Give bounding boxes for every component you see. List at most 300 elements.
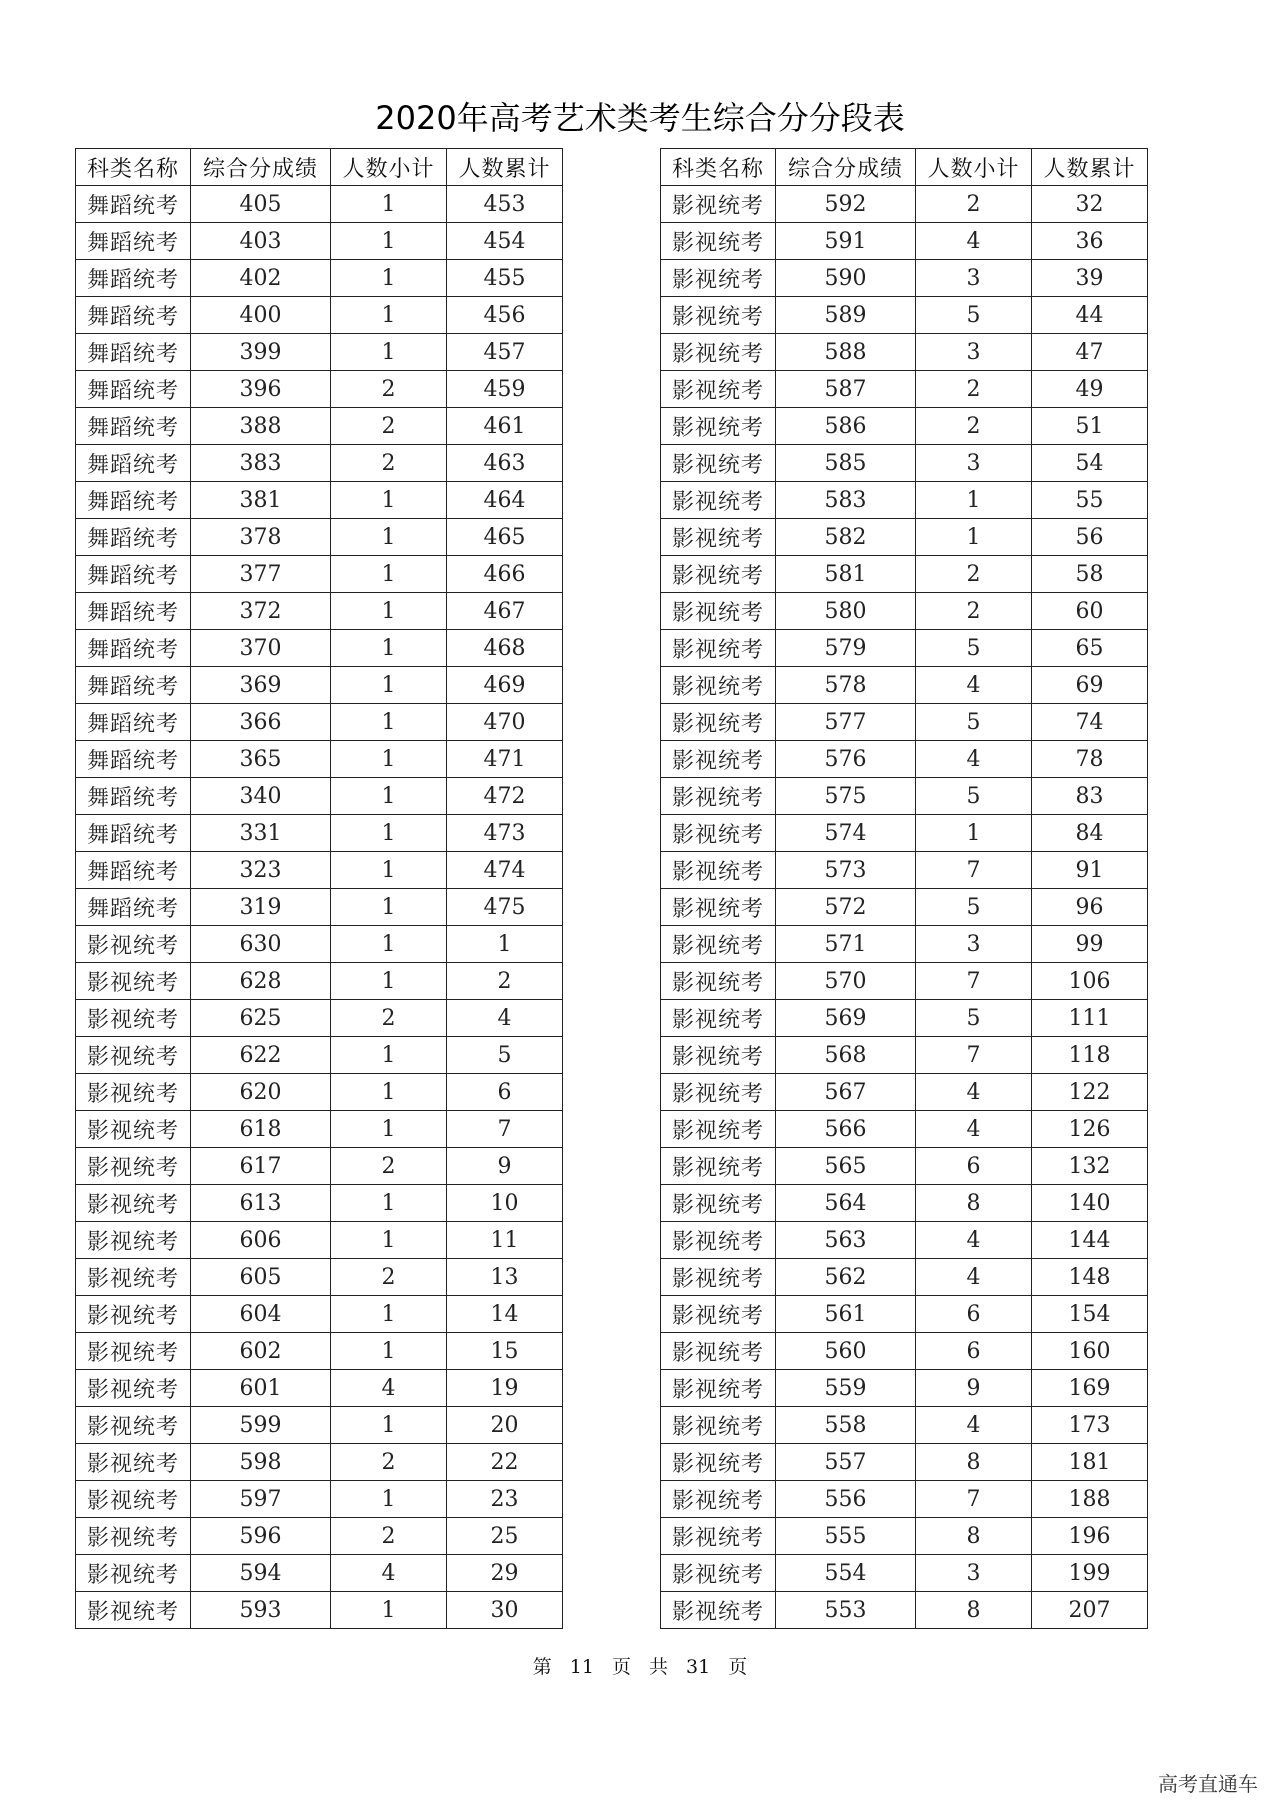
table-row	[661, 556, 1148, 593]
cell-score: 400	[191, 297, 331, 334]
cell-category: 影视统考	[661, 889, 776, 926]
cell-count: 1	[331, 1111, 447, 1148]
cell-category: 舞蹈统考	[76, 186, 191, 223]
table-row	[76, 408, 563, 445]
cell-category: 影视统考	[661, 1185, 776, 1222]
cell-score: 602	[191, 1333, 331, 1370]
table-row	[661, 1481, 1148, 1518]
cell-count: 1	[331, 482, 447, 519]
table-row	[661, 1111, 1148, 1148]
cell-category: 影视统考	[76, 1259, 191, 1296]
cell-count: 1	[331, 260, 447, 297]
table-row	[661, 1148, 1148, 1185]
table-row	[76, 815, 563, 852]
cell-count: 2	[916, 593, 1032, 630]
cell-category: 影视统考	[76, 926, 191, 963]
table-row	[661, 593, 1148, 630]
table-row	[661, 1333, 1148, 1370]
cell-count: 2	[331, 1518, 447, 1555]
footer-label-gong: 共	[649, 1656, 669, 1678]
table-row	[661, 704, 1148, 741]
cell-score: 566	[776, 1111, 916, 1148]
cell-category: 影视统考	[76, 1518, 191, 1555]
cell-score: 578	[776, 667, 916, 704]
watermark: 高考直通车	[1158, 1772, 1258, 1796]
cell-count: 2	[916, 408, 1032, 445]
cell-count: 7	[916, 852, 1032, 889]
cell-cumulative: 148	[1032, 1259, 1148, 1296]
cell-cumulative: 199	[1032, 1555, 1148, 1592]
table-row	[661, 815, 1148, 852]
cell-category: 影视统考	[661, 667, 776, 704]
cell-count: 5	[916, 630, 1032, 667]
table-row	[76, 223, 563, 260]
table-row	[76, 260, 563, 297]
cell-cumulative: 11	[447, 1222, 563, 1259]
cell-score: 572	[776, 889, 916, 926]
cell-count: 1	[331, 297, 447, 334]
footer-total-pages: 31	[686, 1656, 711, 1678]
cell-score: 628	[191, 963, 331, 1000]
cell-cumulative: 173	[1032, 1407, 1148, 1444]
cell-count: 1	[331, 1481, 447, 1518]
cell-score: 366	[191, 704, 331, 741]
cell-score: 593	[191, 1592, 331, 1629]
table-row	[661, 371, 1148, 408]
cell-category: 影视统考	[76, 1370, 191, 1407]
cell-score: 369	[191, 667, 331, 704]
table-row	[76, 1407, 563, 1444]
cell-cumulative: 122	[1032, 1074, 1148, 1111]
table-row	[661, 741, 1148, 778]
cell-count: 1	[331, 1222, 447, 1259]
table-row	[76, 593, 563, 630]
table-row	[661, 1074, 1148, 1111]
cell-count: 2	[331, 445, 447, 482]
cell-score: 598	[191, 1444, 331, 1481]
cell-count: 1	[331, 556, 447, 593]
cell-score: 381	[191, 482, 331, 519]
cell-cumulative: 58	[1032, 556, 1148, 593]
header-category: 科类名称	[661, 149, 776, 186]
cell-count: 1	[916, 519, 1032, 556]
cell-count: 1	[331, 593, 447, 630]
table-row	[661, 1185, 1148, 1222]
cell-count: 6	[916, 1296, 1032, 1333]
cell-score: 596	[191, 1518, 331, 1555]
cell-cumulative: 468	[447, 630, 563, 667]
cell-count: 4	[916, 1111, 1032, 1148]
cell-cumulative: 464	[447, 482, 563, 519]
cell-cumulative: 19	[447, 1370, 563, 1407]
cell-category: 影视统考	[661, 519, 776, 556]
cell-cumulative: 32	[1032, 186, 1148, 223]
table-row	[661, 667, 1148, 704]
table-row	[661, 778, 1148, 815]
cell-category: 影视统考	[661, 1481, 776, 1518]
cell-count: 9	[916, 1370, 1032, 1407]
cell-score: 558	[776, 1407, 916, 1444]
cell-count: 1	[331, 1333, 447, 1370]
cell-count: 5	[916, 778, 1032, 815]
cell-category: 影视统考	[661, 1444, 776, 1481]
table-row	[661, 334, 1148, 371]
table-row	[76, 963, 563, 1000]
cell-score: 564	[776, 1185, 916, 1222]
cell-count: 1	[331, 889, 447, 926]
cell-count: 1	[331, 1592, 447, 1629]
score-table-right	[660, 148, 1148, 1629]
cell-cumulative: 160	[1032, 1333, 1148, 1370]
cell-score: 569	[776, 1000, 916, 1037]
cell-score: 557	[776, 1444, 916, 1481]
cell-count: 4	[331, 1555, 447, 1592]
cell-cumulative: 126	[1032, 1111, 1148, 1148]
cell-category: 舞蹈统考	[76, 408, 191, 445]
cell-category: 影视统考	[76, 1555, 191, 1592]
table-row	[661, 260, 1148, 297]
cell-category: 影视统考	[661, 482, 776, 519]
table-row	[76, 1222, 563, 1259]
cell-score: 601	[191, 1370, 331, 1407]
table-row	[76, 1185, 563, 1222]
cell-category: 舞蹈统考	[76, 334, 191, 371]
header-category: 科类名称	[76, 149, 191, 186]
cell-cumulative: 7	[447, 1111, 563, 1148]
cell-count: 7	[916, 1037, 1032, 1074]
cell-count: 1	[331, 1185, 447, 1222]
cell-score: 575	[776, 778, 916, 815]
cell-count: 3	[916, 445, 1032, 482]
table-row	[661, 482, 1148, 519]
table-row	[661, 445, 1148, 482]
header-count: 人数小计	[916, 149, 1032, 186]
cell-category: 影视统考	[76, 1481, 191, 1518]
cell-category: 影视统考	[661, 815, 776, 852]
cell-score: 571	[776, 926, 916, 963]
cell-score: 555	[776, 1518, 916, 1555]
cell-score: 405	[191, 186, 331, 223]
cell-count: 3	[916, 926, 1032, 963]
table-row	[76, 1111, 563, 1148]
cell-category: 影视统考	[661, 926, 776, 963]
cell-score: 597	[191, 1481, 331, 1518]
cell-category: 影视统考	[76, 1333, 191, 1370]
cell-count: 1	[331, 630, 447, 667]
cell-cumulative: 470	[447, 704, 563, 741]
cell-category: 舞蹈统考	[76, 852, 191, 889]
cell-category: 影视统考	[661, 593, 776, 630]
cell-category: 舞蹈统考	[76, 482, 191, 519]
cell-score: 323	[191, 852, 331, 889]
cell-count: 3	[916, 260, 1032, 297]
cell-count: 2	[916, 186, 1032, 223]
cell-score: 591	[776, 223, 916, 260]
cell-category: 影视统考	[76, 1111, 191, 1148]
cell-score: 340	[191, 778, 331, 815]
cell-cumulative: 44	[1032, 297, 1148, 334]
table-row	[76, 1481, 563, 1518]
cell-category: 影视统考	[76, 1592, 191, 1629]
cell-cumulative: 84	[1032, 815, 1148, 852]
cell-count: 1	[331, 1037, 447, 1074]
cell-cumulative: 474	[447, 852, 563, 889]
cell-score: 594	[191, 1555, 331, 1592]
cell-count: 4	[916, 1074, 1032, 1111]
cell-count: 1	[331, 1074, 447, 1111]
cell-category: 舞蹈统考	[76, 593, 191, 630]
cell-category: 影视统考	[661, 445, 776, 482]
cell-category: 影视统考	[661, 1000, 776, 1037]
cell-category: 影视统考	[661, 1148, 776, 1185]
cell-count: 1	[331, 334, 447, 371]
cell-category: 影视统考	[661, 778, 776, 815]
cell-category: 舞蹈统考	[76, 889, 191, 926]
table-row	[76, 186, 563, 223]
table-row	[76, 1037, 563, 1074]
cell-cumulative: 22	[447, 1444, 563, 1481]
cell-count: 1	[331, 963, 447, 1000]
cell-category: 舞蹈统考	[76, 667, 191, 704]
cell-category: 影视统考	[661, 1333, 776, 1370]
cell-score: 563	[776, 1222, 916, 1259]
cell-score: 560	[776, 1333, 916, 1370]
cell-category: 影视统考	[661, 408, 776, 445]
table-row	[661, 1407, 1148, 1444]
cell-category: 影视统考	[661, 741, 776, 778]
cell-cumulative: 99	[1032, 926, 1148, 963]
table-row	[76, 1148, 563, 1185]
cell-score: 403	[191, 223, 331, 260]
cell-score: 331	[191, 815, 331, 852]
cell-score: 553	[776, 1592, 916, 1629]
cell-cumulative: 467	[447, 593, 563, 630]
cell-category: 影视统考	[76, 1185, 191, 1222]
cell-score: 587	[776, 371, 916, 408]
cell-score: 319	[191, 889, 331, 926]
cell-category: 影视统考	[76, 1222, 191, 1259]
cell-cumulative: 466	[447, 556, 563, 593]
cell-count: 1	[331, 778, 447, 815]
cell-cumulative: 2	[447, 963, 563, 1000]
cell-score: 617	[191, 1148, 331, 1185]
cell-cumulative: 60	[1032, 593, 1148, 630]
cell-count: 1	[331, 926, 447, 963]
table-row	[661, 1518, 1148, 1555]
cell-cumulative: 39	[1032, 260, 1148, 297]
cell-cumulative: 15	[447, 1333, 563, 1370]
header-score: 综合分成绩	[776, 149, 916, 186]
cell-count: 7	[916, 963, 1032, 1000]
cell-cumulative: 13	[447, 1259, 563, 1296]
cell-cumulative: 196	[1032, 1518, 1148, 1555]
table-row	[661, 1259, 1148, 1296]
cell-score: 577	[776, 704, 916, 741]
cell-cumulative: 465	[447, 519, 563, 556]
cell-category: 影视统考	[661, 630, 776, 667]
cell-count: 4	[916, 1407, 1032, 1444]
table-row	[661, 1592, 1148, 1629]
cell-cumulative: 461	[447, 408, 563, 445]
table-row	[76, 297, 563, 334]
cell-cumulative: 56	[1032, 519, 1148, 556]
cell-cumulative: 55	[1032, 482, 1148, 519]
cell-score: 620	[191, 1074, 331, 1111]
cell-cumulative: 74	[1032, 704, 1148, 741]
cell-count: 8	[916, 1444, 1032, 1481]
cell-category: 影视统考	[661, 1074, 776, 1111]
table-row	[661, 926, 1148, 963]
cell-count: 4	[331, 1370, 447, 1407]
cell-category: 舞蹈统考	[76, 778, 191, 815]
cell-score: 580	[776, 593, 916, 630]
cell-cumulative: 144	[1032, 1222, 1148, 1259]
cell-category: 影视统考	[661, 334, 776, 371]
cell-score: 388	[191, 408, 331, 445]
cell-category: 影视统考	[661, 1592, 776, 1629]
page-footer	[0, 1652, 1280, 1679]
table-row	[76, 334, 563, 371]
cell-score: 585	[776, 445, 916, 482]
cell-score: 565	[776, 1148, 916, 1185]
cell-category: 舞蹈统考	[76, 445, 191, 482]
table-row	[76, 1444, 563, 1481]
table-row	[76, 556, 563, 593]
cell-score: 582	[776, 519, 916, 556]
table-row	[661, 1296, 1148, 1333]
footer-label-di: 第	[532, 1656, 552, 1678]
table-row	[76, 1592, 563, 1629]
cell-score: 399	[191, 334, 331, 371]
table-row	[76, 445, 563, 482]
cell-score: 618	[191, 1111, 331, 1148]
table-row	[76, 482, 563, 519]
cell-score: 554	[776, 1555, 916, 1592]
table-row	[76, 1333, 563, 1370]
cell-cumulative: 1	[447, 926, 563, 963]
cell-cumulative: 10	[447, 1185, 563, 1222]
cell-category: 影视统考	[76, 1407, 191, 1444]
cell-score: 590	[776, 260, 916, 297]
cell-score: 625	[191, 1000, 331, 1037]
cell-count: 3	[916, 334, 1032, 371]
cell-count: 2	[916, 556, 1032, 593]
cell-score: 383	[191, 445, 331, 482]
cell-cumulative: 473	[447, 815, 563, 852]
table-row	[76, 741, 563, 778]
cell-cumulative: 51	[1032, 408, 1148, 445]
cell-category: 影视统考	[661, 704, 776, 741]
page-title: 2020年高考艺术类考生综合分分段表	[375, 99, 905, 137]
header-cumulative: 人数累计	[1032, 149, 1148, 186]
cell-category: 影视统考	[661, 1555, 776, 1592]
cell-score: 561	[776, 1296, 916, 1333]
table-row	[76, 630, 563, 667]
cell-count: 2	[331, 1259, 447, 1296]
cell-count: 6	[916, 1333, 1032, 1370]
cell-cumulative: 65	[1032, 630, 1148, 667]
table-row	[661, 1037, 1148, 1074]
cell-count: 4	[916, 667, 1032, 704]
cell-cumulative: 169	[1032, 1370, 1148, 1407]
table-row	[76, 704, 563, 741]
cell-score: 570	[776, 963, 916, 1000]
cell-count: 2	[331, 1000, 447, 1037]
cell-score: 372	[191, 593, 331, 630]
cell-cumulative: 207	[1032, 1592, 1148, 1629]
table-row	[76, 1259, 563, 1296]
cell-count: 1	[331, 741, 447, 778]
footer-label-ye2: 页	[728, 1656, 748, 1678]
cell-category: 舞蹈统考	[76, 630, 191, 667]
cell-count: 1	[331, 704, 447, 741]
table-row	[661, 1222, 1148, 1259]
cell-cumulative: 91	[1032, 852, 1148, 889]
cell-category: 影视统考	[661, 556, 776, 593]
table-row	[76, 519, 563, 556]
cell-cumulative: 69	[1032, 667, 1148, 704]
cell-score: 402	[191, 260, 331, 297]
cell-count: 2	[331, 1444, 447, 1481]
cell-cumulative: 49	[1032, 371, 1148, 408]
cell-count: 1	[331, 852, 447, 889]
cell-category: 影视统考	[76, 1074, 191, 1111]
header-count: 人数小计	[331, 149, 447, 186]
cell-cumulative: 111	[1032, 1000, 1148, 1037]
cell-cumulative: 20	[447, 1407, 563, 1444]
cell-score: 573	[776, 852, 916, 889]
cell-cumulative: 154	[1032, 1296, 1148, 1333]
cell-cumulative: 472	[447, 778, 563, 815]
cell-score: 574	[776, 815, 916, 852]
cell-category: 影视统考	[661, 1407, 776, 1444]
cell-category: 影视统考	[661, 1370, 776, 1407]
cell-cumulative: 455	[447, 260, 563, 297]
cell-cumulative: 96	[1032, 889, 1148, 926]
cell-category: 影视统考	[76, 1296, 191, 1333]
cell-count: 5	[916, 889, 1032, 926]
cell-score: 606	[191, 1222, 331, 1259]
table-row	[661, 186, 1148, 223]
cell-score: 583	[776, 482, 916, 519]
cell-cumulative: 54	[1032, 445, 1148, 482]
cell-category: 舞蹈统考	[76, 223, 191, 260]
cell-count: 5	[916, 704, 1032, 741]
cell-score: 576	[776, 741, 916, 778]
cell-count: 2	[331, 408, 447, 445]
table-row	[661, 852, 1148, 889]
table-row	[76, 667, 563, 704]
cell-category: 舞蹈统考	[76, 519, 191, 556]
cell-score: 378	[191, 519, 331, 556]
table-row	[76, 926, 563, 963]
cell-count: 7	[916, 1481, 1032, 1518]
cell-cumulative: 4	[447, 1000, 563, 1037]
cell-cumulative: 457	[447, 334, 563, 371]
cell-count: 3	[916, 1555, 1032, 1592]
cell-score: 567	[776, 1074, 916, 1111]
cell-cumulative: 118	[1032, 1037, 1148, 1074]
cell-score: 370	[191, 630, 331, 667]
cell-cumulative: 29	[447, 1555, 563, 1592]
cell-category: 影视统考	[76, 963, 191, 1000]
cell-score: 568	[776, 1037, 916, 1074]
cell-cumulative: 83	[1032, 778, 1148, 815]
cell-cumulative: 25	[447, 1518, 563, 1555]
cell-score: 562	[776, 1259, 916, 1296]
cell-count: 6	[916, 1148, 1032, 1185]
table-row	[76, 371, 563, 408]
